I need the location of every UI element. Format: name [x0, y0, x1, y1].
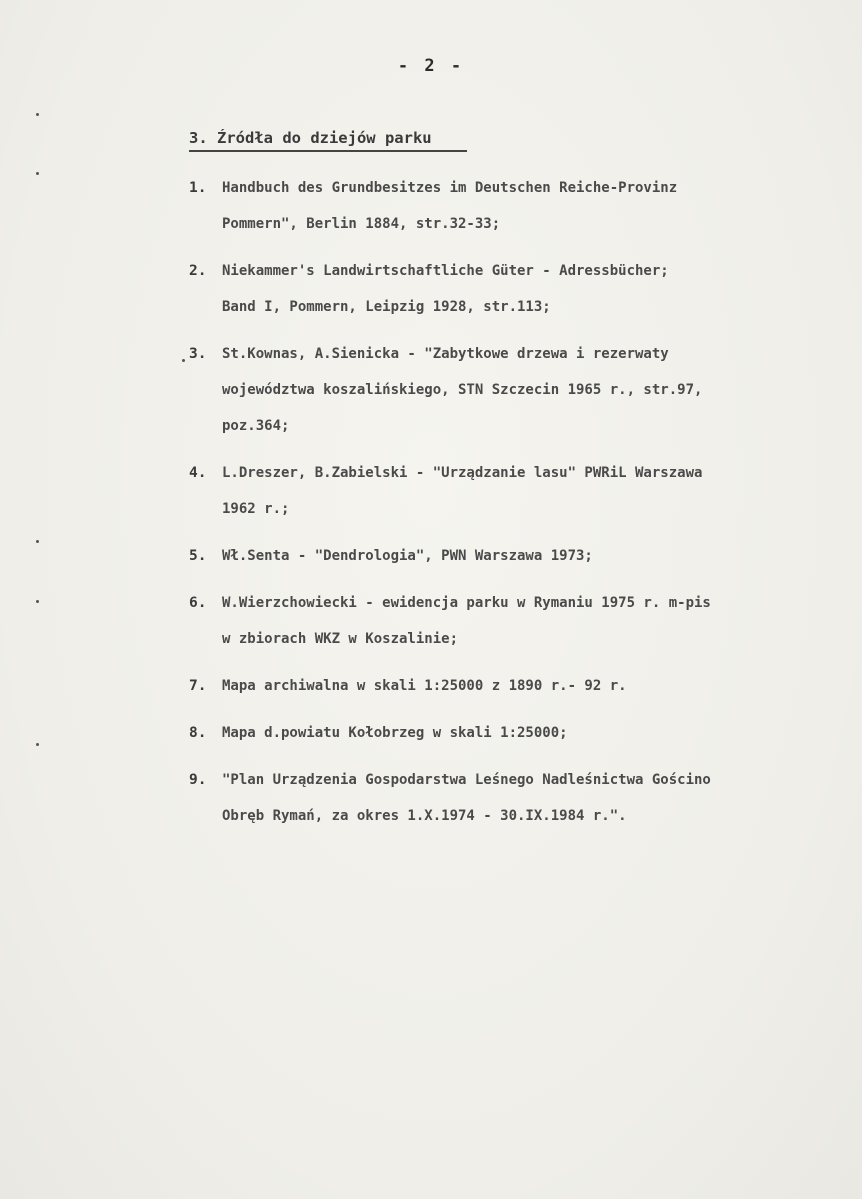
list-item — [189, 455, 849, 527]
punch-mark — [36, 172, 39, 175]
list-item — [189, 668, 849, 704]
item-line: województwa koszalińskiego, STN Szczecin 1965 r., str.97, — [222, 382, 703, 398]
list-item — [189, 170, 849, 242]
item-line: Obręb Rymań, za okres 1.X.1974 - 30.IX.1984 r.". — [222, 808, 627, 824]
item-line: Mapa archiwalna w skali 1:25000 z 1890 r.- 92 r. — [222, 678, 627, 694]
item-line: Wł.Senta - "Dendrologia", PWN Warszawa 1973; — [222, 548, 593, 564]
list-item — [189, 715, 849, 751]
item-number: 8. — [189, 725, 207, 741]
item-line: W.Wierzchowiecki - ewidencja parku w Rymaniu 1975 r. m-pis — [222, 595, 711, 611]
item-line: w zbiorach WKZ w Koszalinie; — [222, 631, 459, 647]
punch-mark — [36, 113, 39, 116]
item-number: 7. — [189, 678, 207, 694]
list-item — [189, 762, 849, 834]
item-number: 5. — [189, 548, 207, 564]
item-number: 6. — [189, 595, 207, 611]
punch-mark — [36, 600, 39, 603]
item-number: 2. — [189, 263, 207, 279]
heading-underline — [189, 150, 467, 152]
item-line: Band I, Pommern, Leipzig 1928, str.113; — [222, 299, 551, 315]
source-list — [189, 170, 849, 845]
section-heading — [189, 129, 467, 152]
item-line: Pommern", Berlin 1884, str.32-33; — [222, 216, 501, 232]
item-number: 1. — [189, 180, 207, 196]
punch-mark — [36, 743, 39, 746]
punch-mark — [36, 540, 39, 543]
section-heading-text: 3. Źródła do dziejów parku — [189, 129, 432, 147]
item-line: Handbuch des Grundbesitzes im Deutschen Reiche-Provinz — [222, 180, 678, 196]
item-number: 3. — [189, 346, 207, 362]
item-number: 4. — [189, 465, 207, 481]
item-line: St.Kownas, A.Sienicka - "Zabytkowe drzewa i rezerwaty — [222, 346, 669, 362]
item-line: Mapa d.powiatu Kołobrzeg w skali 1:25000; — [222, 725, 568, 741]
page-number: - 2 - — [397, 56, 465, 76]
item-line: poz.364; — [222, 418, 290, 434]
item-line: L.Dreszer, B.Zabielski - "Urządzanie lasu" PWRiL Warszawa — [222, 465, 703, 481]
list-item — [189, 538, 849, 574]
item-number: 9. — [189, 772, 207, 788]
item-line: 1962 r.; — [222, 501, 290, 517]
list-item — [189, 585, 849, 657]
punch-mark — [182, 359, 185, 362]
item-line: Niekammer's Landwirtschaftliche Güter - Adressbücher; — [222, 263, 669, 279]
item-line: "Plan Urządzenia Gospodarstwa Leśnego Nadleśnictwa Gościno — [222, 772, 711, 788]
list-item — [189, 336, 849, 444]
list-item — [189, 253, 849, 325]
